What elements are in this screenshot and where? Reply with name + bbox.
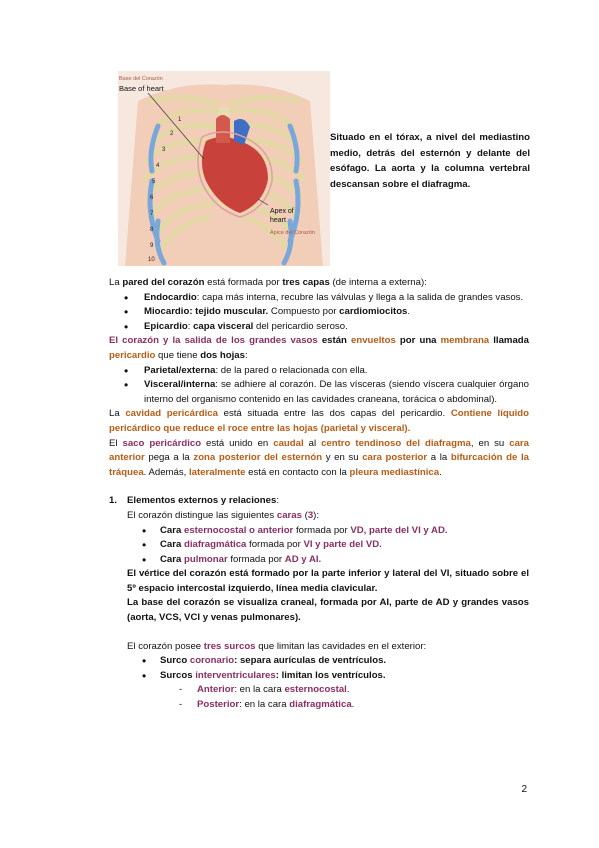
rib-number: 5 — [152, 179, 156, 185]
paragraph-pericardium: El corazón y la salida de los grandes vasos están envueltos por una membrana llamada pericardio que tiene dos hojas: — [109, 335, 529, 361]
spacer — [109, 626, 529, 640]
list-item: • Surco coronario: separa aurículas de ventrículos. — [109, 654, 529, 669]
heart-thorax-illustration — [118, 71, 330, 266]
paragraph-pericardial-sac: El saco pericárdico está unido en caudal al centro tendinoso del diafragma, en su cara anterior pega a la zona posterior del esternón y en su cara posterior a la bifurcación de la tráquea. Además, lateralmente está en contacto con la pleura mediastínica. — [109, 437, 529, 478]
section-heading: 1. Elementos externos y relaciones: — [109, 495, 279, 507]
paragraph-faces: El corazón distingue las siguientes caras (3): — [127, 509, 320, 521]
rib-number: 9 — [150, 243, 154, 249]
paragraph-apex: El vértice del corazón está formado por la parte inferior y lateral del VI, situado sobre el 5º espacio intercostal izquierdo, línea media clavicular. — [127, 568, 529, 594]
page-number: 2 — [521, 784, 527, 796]
rib-number: 7 — [150, 211, 154, 217]
paragraph-base: La base del corazón se visualiza craneal, formada por AI, parte de AD y grandes vasos (aorta, VCS, VCI y venas pulmonares). — [127, 597, 529, 624]
label-apex-es: Ápice del Corazón — [270, 230, 315, 236]
thorax-svg — [118, 71, 330, 266]
label-apex-en-1: Apex of — [270, 208, 294, 215]
grooves-list — [109, 654, 529, 683]
rib-number: 4 — [156, 163, 160, 169]
list-item: • Miocardio: tejido muscular. Compuesto por cardiomiocitos. — [109, 305, 529, 320]
label-base-es: Base del Corazón — [119, 76, 163, 82]
location-description: Situado en el tórax, a nivel del mediastino medio, detrás del esternón y delante del esófago. La aorta y la columna vertebral descansan sobre el diafragma. — [330, 132, 530, 190]
rib-number: 2 — [170, 131, 174, 137]
sheets-list — [109, 364, 529, 408]
list-item: • Visceral/interna: se adhiere al corazón. De las vísceras (siendo víscera cualquier órgano interno del organismo contenido en las cavidades craneana, torácica o abdominal). — [109, 378, 529, 407]
layers-list — [109, 291, 529, 335]
rib-number: 8 — [150, 227, 154, 233]
rib-number: 6 — [150, 195, 154, 201]
list-item: • Surcos interventriculares: limitan los ventrículos. — [109, 669, 529, 684]
list-item: • Epicardio: capa visceral del pericardio seroso. — [109, 320, 529, 335]
rib-number: 10 — [148, 257, 155, 263]
label-apex-en-2: heart — [270, 217, 286, 224]
list-item: - Anterior: en la cara esternocostal. — [109, 683, 529, 698]
paragraph-heart-wall: La pared del corazón está formada por tres capas (de interna a externa): — [109, 277, 427, 288]
list-item: • Parietal/externa: de la pared o relacionada con ella. — [109, 364, 529, 379]
label-base-en: Base of heart — [119, 84, 164, 93]
paragraph-grooves: El corazón posee tres surcos que limitan las cavidades en el exterior: — [127, 640, 427, 652]
rib-number: 3 — [162, 147, 166, 153]
list-item: • Cara pulmonar formada por AD y AI. — [109, 553, 529, 568]
list-item: • Endocardio: capa más interna, recubre las válvulas y llega a la salida de grandes vasos. — [109, 291, 529, 306]
main-content — [109, 276, 529, 713]
list-item: • Cara esternocostal o anterior formada por VD, parte del VI y AD. — [109, 524, 529, 539]
paragraph-pericardial-cavity: La cavidad pericárdica está situada entre las dos capas del pericardio. Contiene líquido pericárdico que reduce el roce entre las hojas (parietal y visceral). — [109, 408, 529, 434]
faces-list — [109, 524, 529, 568]
sub-grooves-list — [109, 683, 529, 712]
list-item: - Posterior: en la cara diafragmática. — [109, 698, 529, 713]
rib-number: 1 — [178, 117, 182, 123]
list-item: • Cara diafragmática formada por VI y parte del VD. — [109, 538, 529, 553]
